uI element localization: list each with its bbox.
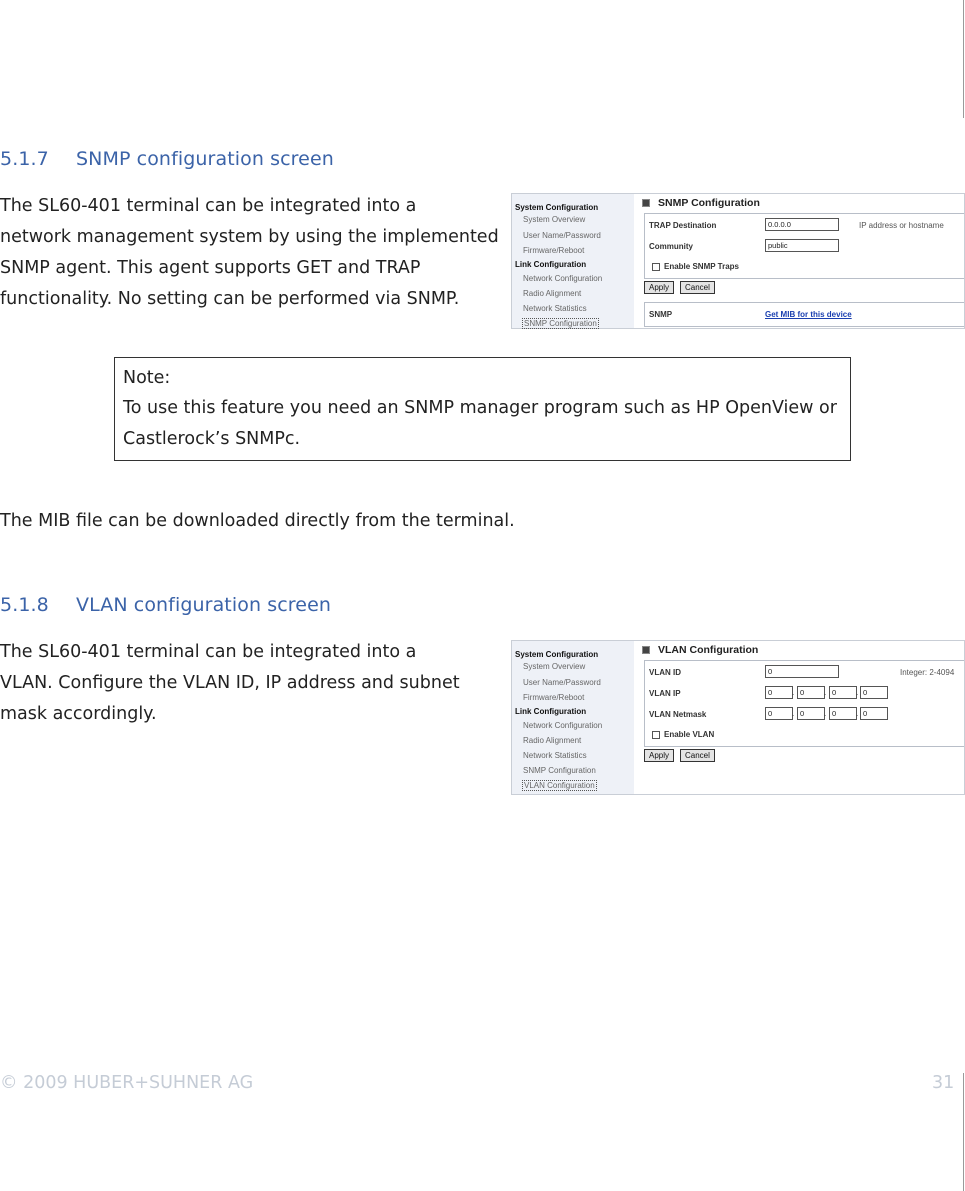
sidebar-item-network-stats[interactable]: Network Statistics	[523, 304, 587, 313]
section-heading-vlan	[0, 594, 331, 616]
margin-rule-bottom	[963, 1073, 964, 1191]
vlan-paragraph	[0, 637, 460, 730]
vlan-ip-octet-4[interactable]	[860, 686, 888, 699]
paragraph-line: mask accordingly.	[0, 704, 157, 724]
snmp-settings-box	[644, 213, 964, 279]
vlan-id-hint: Integer: 2-4094	[900, 668, 955, 677]
vlan-netmask-octet-1[interactable]	[765, 707, 793, 720]
octet-separator: .	[792, 709, 795, 718]
enable-vlan-label: Enable VLAN	[664, 730, 715, 739]
note-label: Note:	[123, 368, 171, 388]
panel-title: SNMP Configuration	[642, 197, 760, 209]
sidebar-item-user-password[interactable]: User Name/Password	[523, 231, 601, 240]
octet-separator: .	[856, 688, 859, 697]
sidebar-item-vlan-config[interactable]: VLAN Configuration	[524, 781, 595, 790]
community-label: Community	[649, 242, 693, 251]
enable-snmp-traps-checkbox[interactable]	[652, 263, 660, 271]
section-number: 5.1.7	[0, 148, 49, 170]
sidebar-item-snmp-config[interactable]: SNMP Configuration	[524, 319, 597, 328]
sidebar-item-system-overview[interactable]: System Overview	[523, 215, 586, 224]
section-number: 5.1.8	[0, 594, 49, 616]
apply-button[interactable]: Apply	[644, 749, 674, 762]
enable-vlan-checkbox[interactable]	[652, 731, 660, 739]
sidebar-item-firmware-reboot[interactable]: Firmware/Reboot	[523, 246, 585, 255]
sidebar-item-network-config[interactable]: Network Configuration	[523, 274, 603, 283]
community-input[interactable]	[765, 239, 839, 252]
octet-separator: .	[856, 709, 859, 718]
sidebar-group-system: System Configuration	[515, 650, 599, 659]
paragraph-line: The SL60-401 terminal can be integrated into a	[0, 642, 417, 662]
vlan-config-screenshot	[511, 640, 965, 795]
paragraph-line: functionality. No setting can be performed via SNMP.	[0, 289, 460, 309]
sidebar-group-link: Link Configuration	[515, 707, 587, 716]
get-mib-link[interactable]: Get MIB for this device	[765, 310, 852, 319]
section-title: SNMP configuration screen	[76, 148, 334, 170]
paragraph-line: The SL60-401 terminal can be integrated into a	[0, 196, 417, 216]
paragraph-line: VLAN. Configure the VLAN ID, IP address and subnet	[0, 673, 460, 693]
sidebar-group-link: Link Configuration	[515, 260, 587, 269]
note-line: To use this feature you need an SNMP manager program such as HP OpenView or	[123, 398, 837, 418]
cancel-button[interactable]: Cancel	[680, 281, 715, 294]
vlan-id-input[interactable]	[765, 665, 839, 678]
apply-button[interactable]: Apply	[644, 281, 674, 294]
enable-snmp-traps-label: Enable SNMP Traps	[664, 262, 739, 271]
vlan-ip-octet-3[interactable]	[829, 686, 857, 699]
panel-title: VLAN Configuration	[642, 644, 758, 656]
octet-separator: .	[824, 709, 827, 718]
octet-separator: .	[792, 688, 795, 697]
mib-download-text: The MIB file can be downloaded directly from the terminal.	[0, 511, 515, 531]
sidebar-item-network-config[interactable]: Network Configuration	[523, 721, 603, 730]
sidebar-item-network-stats[interactable]: Network Statistics	[523, 751, 587, 760]
sidebar-item-radio-alignment[interactable]: Radio Alignment	[523, 736, 582, 745]
snmp-main-panel	[634, 194, 964, 328]
snmp-config-screenshot	[511, 193, 965, 329]
sidebar-item-system-overview[interactable]: System Overview	[523, 662, 586, 671]
margin-rule-top	[963, 0, 964, 118]
trap-destination-label: TRAP Destination	[649, 221, 717, 230]
note-box	[114, 357, 851, 461]
footer-copyright: © 2009 HUBER+SUHNER AG	[0, 1073, 254, 1093]
note-line: Castlerock’s SNMPc.	[123, 429, 301, 449]
vlan-main-panel	[634, 641, 964, 794]
vlan-id-label: VLAN ID	[649, 668, 681, 677]
collapse-square-icon[interactable]	[642, 646, 650, 654]
snmp-label: SNMP	[649, 310, 673, 319]
vlan-ip-label: VLAN IP	[649, 689, 681, 698]
sidebar-item-snmp-config[interactable]: SNMP Configuration	[523, 766, 596, 775]
sidebar-item-user-password[interactable]: User Name/Password	[523, 678, 601, 687]
footer-page-number: 31	[932, 1073, 955, 1093]
snmp-paragraph	[0, 191, 499, 315]
cancel-button[interactable]: Cancel	[680, 749, 715, 762]
trap-destination-input[interactable]	[765, 218, 839, 231]
octet-separator: .	[824, 688, 827, 697]
trap-destination-hint: IP address or hostname	[859, 221, 944, 230]
paragraph-line: network management system by using the implemented	[0, 227, 499, 247]
sidebar	[512, 194, 634, 328]
vlan-settings-box	[644, 660, 964, 747]
section-heading-snmp	[0, 148, 334, 170]
snmp-mib-box	[644, 302, 964, 327]
vlan-ip-octet-2[interactable]	[797, 686, 825, 699]
vlan-netmask-octet-2[interactable]	[797, 707, 825, 720]
vlan-netmask-label: VLAN Netmask	[649, 710, 707, 719]
paragraph-line: SNMP agent. This agent supports GET and TRAP	[0, 258, 421, 278]
sidebar-group-system: System Configuration	[515, 203, 599, 212]
vlan-netmask-octet-3[interactable]	[829, 707, 857, 720]
vlan-netmask-octet-4[interactable]	[860, 707, 888, 720]
section-title: VLAN configuration screen	[76, 594, 332, 616]
sidebar-item-radio-alignment[interactable]: Radio Alignment	[523, 289, 582, 298]
vlan-ip-octet-1[interactable]	[765, 686, 793, 699]
collapse-square-icon[interactable]	[642, 199, 650, 207]
sidebar-item-firmware-reboot[interactable]: Firmware/Reboot	[523, 693, 585, 702]
sidebar	[512, 641, 634, 794]
